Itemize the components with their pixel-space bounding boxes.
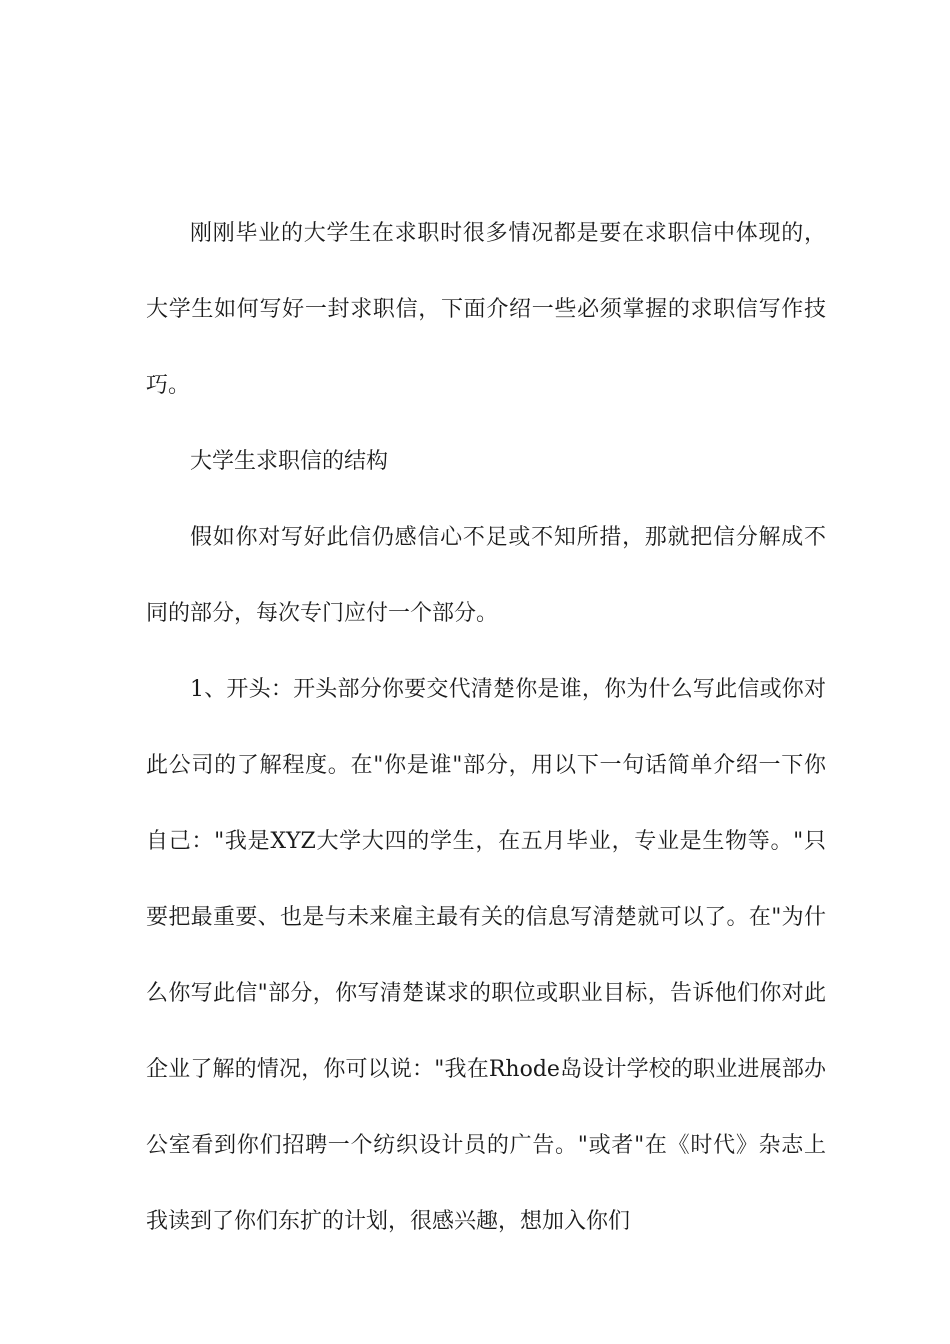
paragraph-advice: 假如你对写好此信仍感信心不足或不知所措，那就把信分解成不同的部分，每次专门应付一个部分。 <box>146 525 826 626</box>
paragraph-intro: 刚刚毕业的大学生在求职时很多情况都是要在求职信中体现的，大学生如何写好一封求职信，下面介绍一些必须掌握的求职信写作技巧。 <box>146 221 826 398</box>
section-heading-structure: 大学生求职信的结构 <box>190 449 389 474</box>
paragraph-opening: 1、开头：开头部分你要交代清楚你是谁，你为什么写此信或你对此公司的了解程度。在"你是谁"部分，用以下一句话简单介绍一下你自己："我是XYZ大学大四的学生，在五月毕业，专业是生物等。"只要把最重要、也是与未来雇主最有关的信息写清楚就可以了。在"为什么你写此信"部分，你写清楚谋求的职位或职业目标，告诉他们你对此企业了解的情况，你可以说："我在Rhode岛设计学校的职业进展部办公室看到你们招聘一个纺织设计员的广告。"或者"在《时代》杂志上我读到了你们东扩的计划，很感兴趣，想加入你们 <box>146 677 826 1234</box>
document-body <box>146 196 826 1260</box>
